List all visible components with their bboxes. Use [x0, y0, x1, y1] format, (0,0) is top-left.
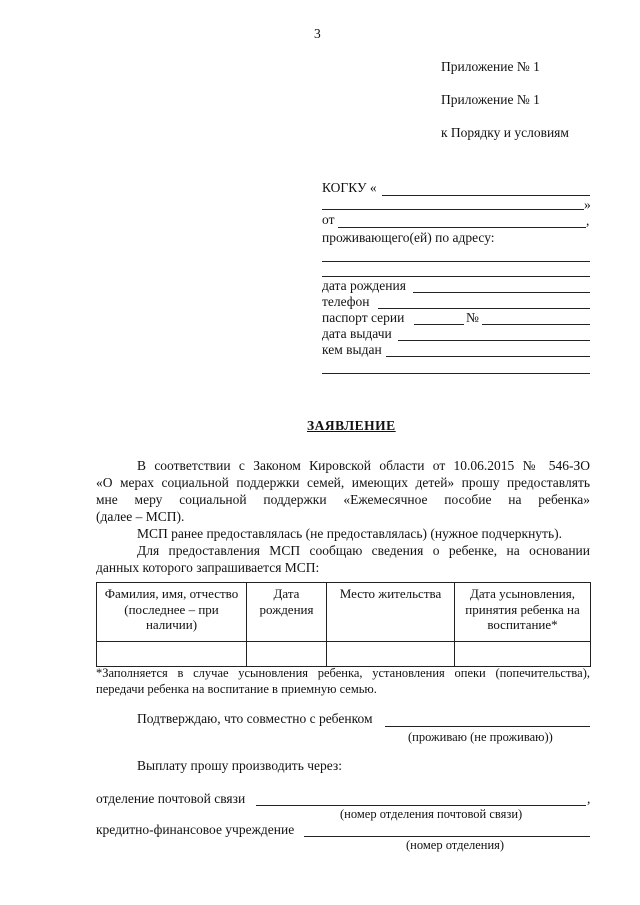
paragraph-1-line-2: «О мерах социальной поддержки семей, имеющих детей» прошу предоставлять [96, 475, 590, 490]
phone-label: телефон [322, 294, 370, 309]
issue-date-label: дата выдачи [322, 326, 392, 341]
passport-series-label: паспорт серии [322, 310, 405, 325]
kogku-field-2[interactable] [322, 209, 584, 210]
order-reference: к Порядку и условиям [441, 125, 569, 140]
document-title: ЗАЯВЛЕНИЕ [307, 418, 396, 433]
issued-by-field[interactable] [386, 356, 590, 357]
paragraph-3-line-2: данных которого запрашивается МСП: [96, 560, 320, 575]
issue-date-field[interactable] [398, 340, 590, 341]
credit-institution-field[interactable] [304, 836, 590, 837]
phone-field[interactable] [378, 308, 590, 309]
address-field-1[interactable] [322, 261, 590, 262]
from-field[interactable] [338, 227, 586, 228]
post-office-label: отделение почтовой связи [96, 791, 246, 806]
page-number: 3 [314, 26, 321, 41]
child-info-table [96, 582, 591, 667]
close-quote: » [584, 197, 591, 212]
kogku-field[interactable] [382, 195, 590, 196]
cell-residence[interactable] [327, 642, 455, 667]
payment-text: Выплату прошу производить через: [137, 758, 342, 773]
address-field-2[interactable] [322, 276, 590, 277]
birth-date-label: дата рождения [322, 278, 406, 293]
footnote-line-2: передачи ребенка на воспитание в приемную семью. [96, 682, 377, 696]
kogku-label: КОГКУ « [322, 180, 377, 195]
paragraph-3-line-1: Для предоставления МСП сообщаю сведения о ребенке, на основании [137, 543, 590, 558]
col-header-fio: Фамилия, имя, отчество (последнее – при наличии) [97, 583, 247, 642]
credit-institution-hint: (номер отделения) [406, 838, 505, 852]
col-header-adoption-date: Дата усыновления, принятия ребенка на воспитание* [455, 583, 591, 642]
confirm-field[interactable] [385, 726, 590, 727]
from-comma: , [586, 213, 590, 228]
table-header-row [97, 583, 591, 642]
paragraph-2: МСП ранее предоставлялась (не предоставлялась) (нужное подчеркнуть). [137, 526, 562, 541]
passport-number-label: № [466, 310, 479, 325]
post-office-field[interactable] [256, 805, 586, 806]
from-label: от [322, 212, 335, 227]
passport-series-field[interactable] [414, 324, 464, 325]
passport-number-field[interactable] [482, 324, 590, 325]
col-header-birth-date: Дата рождения [247, 583, 327, 642]
confirm-hint: (проживаю (не проживаю)) [408, 730, 553, 744]
cell-adoption-date[interactable] [455, 642, 591, 667]
appendix-label-2: Приложение № 1 [441, 92, 540, 107]
footnote-line-1: *Заполняется в случае усыновления ребенка, установления опеки (попечительства), [96, 666, 590, 680]
residing-label: проживающего(ей) по адресу: [322, 230, 495, 245]
paragraph-1-line-1: В соответствии с Законом Кировской области от 10.06.2015 № 546-ЗО [137, 458, 590, 473]
paragraph-1-line-4: (далее – МСП). [96, 509, 185, 524]
cell-fio[interactable] [97, 642, 247, 667]
appendix-label-1: Приложение № 1 [441, 59, 540, 74]
post-office-comma: , [587, 791, 591, 806]
post-office-hint: (номер отделения почтовой связи) [340, 807, 523, 821]
confirm-text: Подтверждаю, что совместно с ребенком [137, 711, 373, 726]
issued-by-field-2[interactable] [322, 373, 590, 374]
birth-date-field[interactable] [413, 292, 590, 293]
cell-birth-date[interactable] [247, 642, 327, 667]
col-header-residence: Место жительства [327, 583, 455, 642]
paragraph-1-line-3: мне меру социальной поддержки «Ежемесячное пособие на ребенка» [96, 492, 590, 507]
issued-by-label: кем выдан [322, 342, 382, 357]
credit-institution-label: кредитно-финансовое учреждение [96, 822, 295, 837]
table-row [97, 642, 591, 667]
